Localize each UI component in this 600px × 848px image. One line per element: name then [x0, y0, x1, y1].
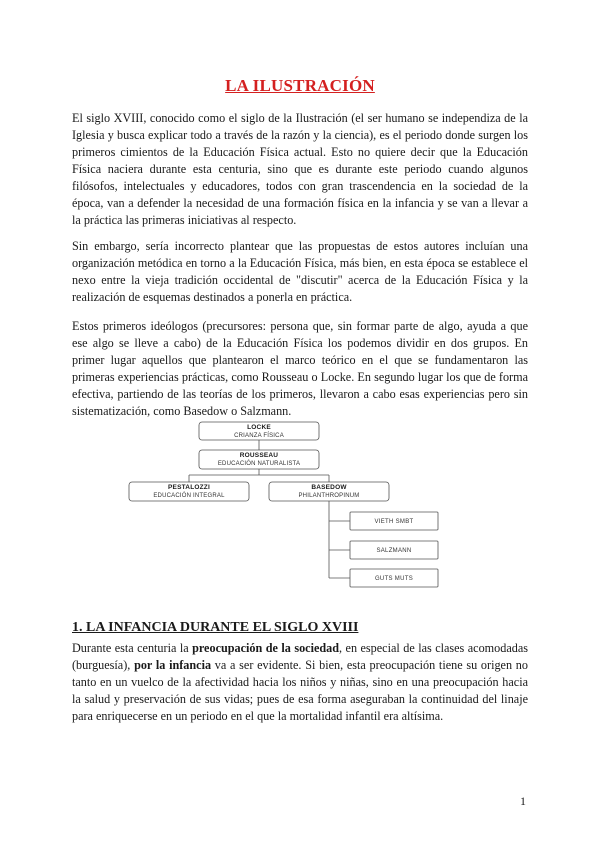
paragraph-childhood: Durante esta centuria la preocupación de la sociedad, en especial de las clases acomodadas (burguesía), por la infancia va a ser evidente. Si bien, esta preocupación tiene su origen no tanto en un vuelco de la afectividad hacia los niños y niñas, sino en una preocupación hacia la salud y preservación de sus vidas; pues de esa forma aseguraban la continuidad del linaje para enriquecerse en un periodo en el que la mortalidad infantil era altísima.	[72, 641, 528, 723]
rousseau-sub: EDUCACIÓN NATURALISTA	[217, 461, 301, 467]
locke-sub: CRIANZA FÍSICA	[234, 433, 284, 439]
label-locke	[199, 424, 319, 440]
paragraph-precursors: Estos primeros ideólogos (precursores: persona que, sin formar parte de algo, ayuda a que ese algo se lleve a cabo) de la Educación Física los podemos dividir en dos grupos. En primer lugar aquellos que plantearon el marco teórico en el que se fundamentaron las primeras experiencias prácticas, como Rousseau o Locke. En segundo lugar los que de forma efectiva, partiendo de las teorías de los primeros, llevaron a cabo esas experiencias pero sin sistematización, como Basedow o Salzmann.	[72, 319, 528, 418]
label-gutsmuths: GUTS MUTS	[374, 576, 414, 582]
page-title: LA ILUSTRACIÓN	[225, 76, 375, 95]
basedow-name: BASEDOW	[311, 484, 347, 491]
label-pestalozzi	[129, 484, 249, 500]
emphasis-childhood: por la infancia	[134, 658, 212, 672]
pestalozzi-sub: EDUCACIÓN INTEGRAL	[153, 493, 225, 499]
label-salzmann: SALZMANN	[376, 548, 412, 554]
page-number: 1	[520, 794, 526, 808]
rousseau-name: ROUSSEAU	[239, 452, 279, 459]
section-heading: 1. LA INFANCIA DURANTE EL SIGLO XVIII	[72, 620, 359, 635]
emphasis-society: preocupación de la sociedad	[192, 641, 340, 655]
label-rousseau	[199, 452, 319, 468]
label-vieth: VIETH SMBT	[374, 519, 414, 525]
locke-name: LOCKE	[247, 424, 271, 431]
pestalozzi-name: PESTALOZZI	[168, 484, 210, 491]
paragraph-intro: El siglo XVIII, conocido como el siglo de la Ilustración (el ser humano se independiza de la Iglesia y busca explicar todo a través de la razón y la ciencia), es el periodo donde surgen los primeros cimientos de la Educación Física actual. Esto no quiere decir que la Educación Física naciera durante esta centuria, sino que es durante este periodo cuando algunos filósofos, intelectuales y educadores, todos con gran trascendencia en la sociedad de la época, van a defender la necesidad de una formación física en la infancia y se van a llevar a la práctica las primeras iniciativas al respecto.	[72, 111, 528, 227]
label-basedow	[269, 484, 389, 500]
paragraph-organization: Sin embargo, sería incorrecto plantear que las propuestas de estos autores incluían una organización metódica en torno a la Educación Física, más bien, en esta época se establece el nexo entre la vieja tradición occidental de "discutir" acerca de la Educación Física y la realización de esquemas destinados a ponerla en práctica.	[72, 239, 528, 304]
basedow-sub: PHILANTHROPINUM	[298, 493, 360, 499]
